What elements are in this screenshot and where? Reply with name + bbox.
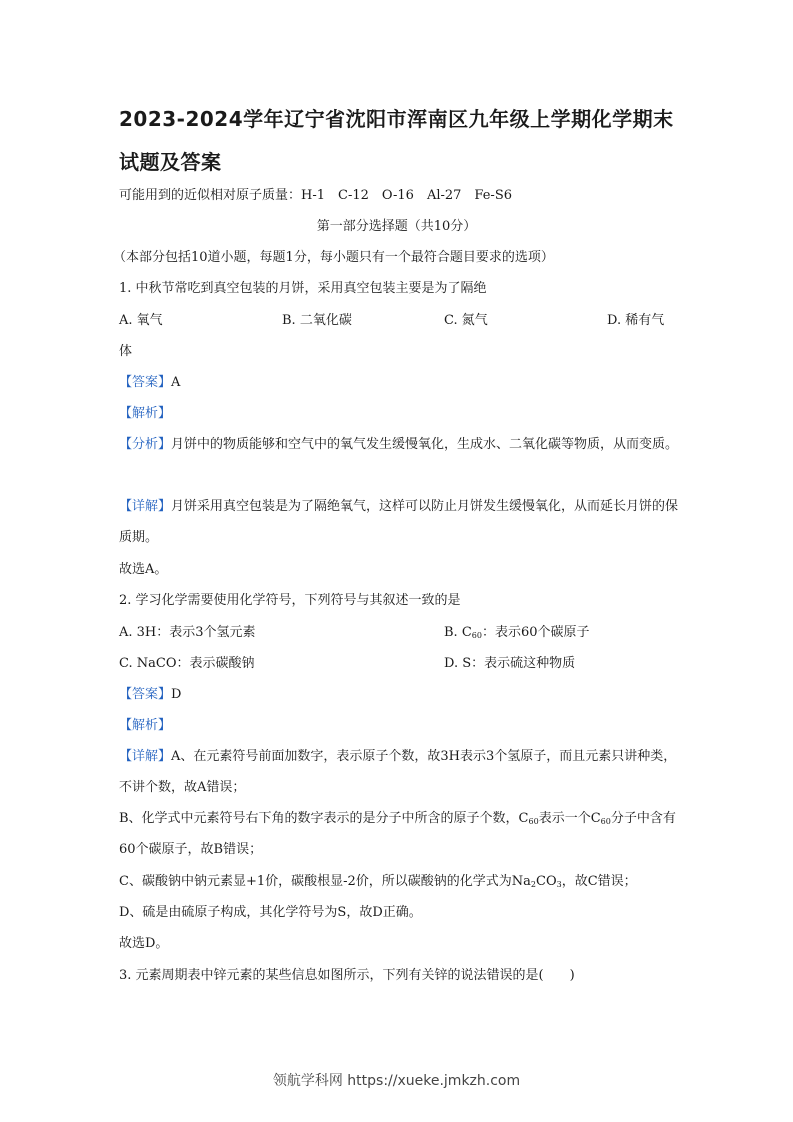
q2-conclusion: 故选D。 [119,936,169,951]
footer-watermark: 领航学科网 https://xueke.jmkzh.com [272,1073,521,1089]
answer-value: D [171,687,182,702]
q2-answer [119,686,181,704]
q1-option-b: B. 二氧化碳 [282,313,352,328]
fenxi-tag: 【分析】 [119,437,172,452]
q1-fenxi [119,429,681,460]
q2-detail-b: B、化学式中元素符号右下角的数字表示的是分子中所含的原子个数，$C_{60}$表示一个$C_{60}$分子中含有60个碳原子，故B错误； [119,811,676,857]
q1-option-c: C. 氮气 [444,313,488,328]
q2-detail-c: C、碳酸钠中钠元素显+1价，碳酸根显-2价，所以碳酸钠的化学式为$Na_2CO_3$，故C错误； [119,874,637,889]
page-title: 2023-2024学年辽宁省沈阳市浑南区九年级上学期化学期末试题及答案 [119,107,674,174]
detail-text: 月饼采用真空包装是为了隔绝氧气，这样可以防止月饼发生缓慢氧化，从而延长月饼的保质期。 [119,499,679,545]
q2-option-a: A. 3H：表示3个氢元素 [119,625,256,640]
answer-value: A [171,375,181,390]
detail-tag: 【详解】 [119,749,172,764]
answer-tag: 【答案】 [119,375,172,390]
q2-stem: 2. 学习化学需要使用化学符号，下列符号与其叙述一致的是 [119,593,461,608]
q2-options-row1 [119,624,681,642]
q2-option-b: B. $C_{60}$：表示60个碳原子 [444,625,590,640]
q2-analysis-tag [119,717,171,735]
atomic-mass-line: 可能用到的近似相对原子质量：H-1 C-12 O-16 Al-27 Fe-S6 [119,188,513,203]
q1-options [119,312,681,330]
q1-option-d-wrap: 体 [119,344,133,359]
answer-tag: 【答案】 [119,687,172,702]
q2-option-c: C. NaCO：表示碳酸钠 [119,656,255,671]
detail-tag: 【详解】 [119,499,172,514]
q2-option-d: D. S：表示硫这种物质 [444,656,576,671]
q1-stem: 1. 中秋节常吃到真空包装的月饼，采用真空包装主要是为了隔绝 [119,281,487,296]
q1-answer [119,374,180,392]
q2-detail-a [119,741,681,803]
q1-option-a: A. 氧气 [119,313,163,328]
fenxi-text: 月饼中的物质能够和空气中的氧气发生缓慢氧化，生成水、二氧化碳等物质，从而变质。 [171,437,679,452]
q1-conclusion: 故选A。 [119,562,168,577]
q2-detail-d: D、硫是由硫原子构成，其化学符号为S，故D正确。 [119,905,422,920]
analysis-tag: 【解析】 [119,718,172,733]
q1-detail [119,491,681,553]
q1-option-d: D. 稀有气 [607,313,665,328]
part-instruction: （本部分包括10道小题，每题1分，每小题只有一个最符合题目要求的选项） [113,250,554,265]
q3-stem: 3. 元素周期表中锌元素的某些信息如图所示，下列有关锌的说法错误的是( ) [119,968,575,983]
q1-analysis-tag [119,405,171,423]
q2-options-row2 [119,655,681,673]
part-title: 第一部分选择题（共10分） [316,219,477,234]
analysis-tag: 【解析】 [119,406,172,421]
detail-a-text: A、在元素符号前面加数字，表示原子个数，故3H表示3个氢原子，而且元素只讲种类，不讲个数，故A错误； [119,749,677,795]
